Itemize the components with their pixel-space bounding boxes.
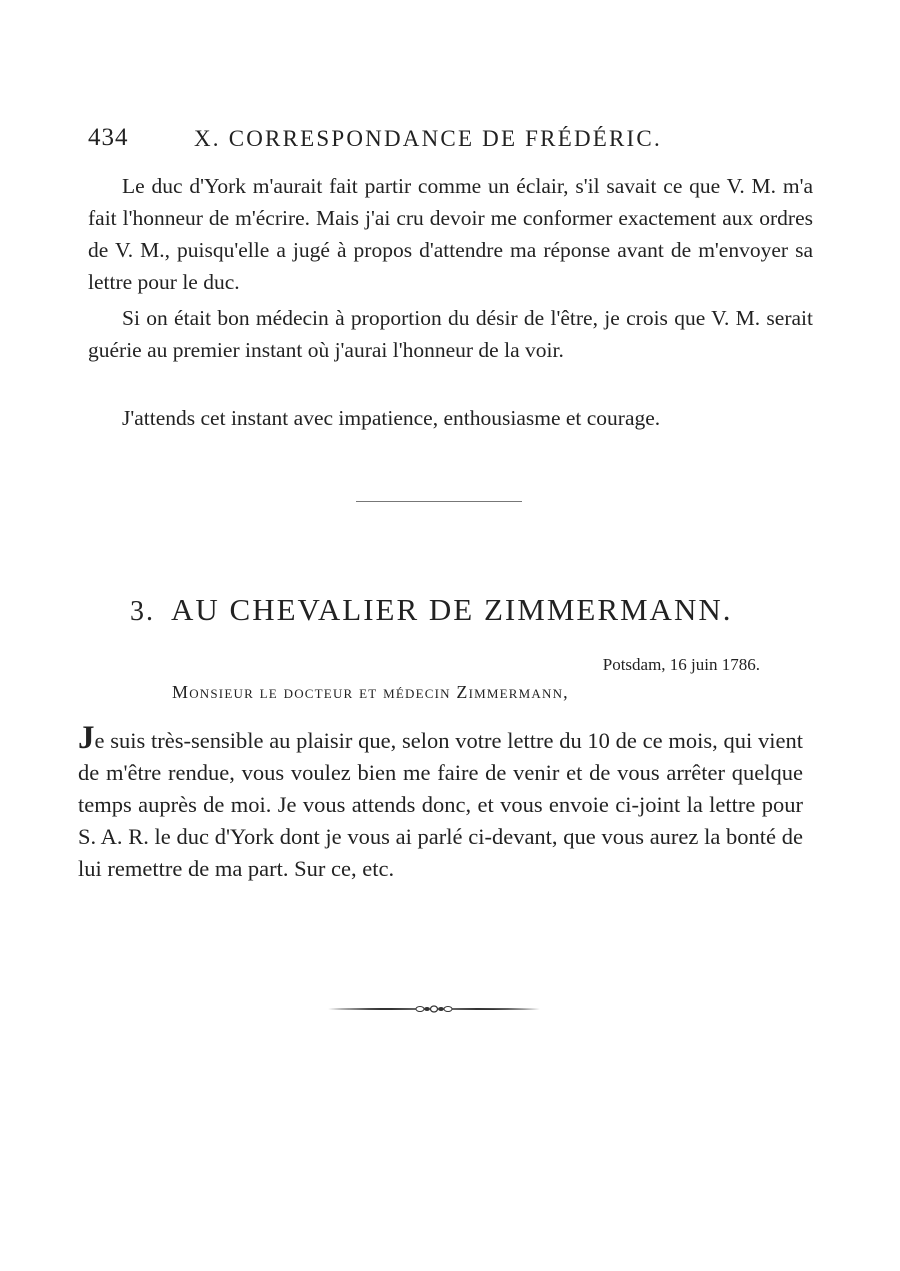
running-title: X. CORRESPONDANCE DE FRÉDÉRIC. bbox=[194, 126, 662, 151]
page-header bbox=[88, 124, 818, 158]
ornament-divider-icon bbox=[328, 999, 540, 1019]
letter-dateline: Potsdam, 16 juin 1786. bbox=[602, 655, 760, 674]
letter-salutation: Monsieur le docteur et médecin Zimmermann, bbox=[172, 682, 569, 702]
section-divider bbox=[356, 501, 522, 502]
section-number: 3. bbox=[130, 596, 155, 627]
paragraph-3: J'attends cet instant avec impatience, enthousiasme et courage. bbox=[122, 406, 661, 430]
page-number: 434 bbox=[88, 124, 129, 151]
section-title: AU CHEVALIER DE ZIMMERMANN. bbox=[171, 592, 733, 627]
letter-text: e suis très-sensible au plaisir que, selon votre lettre du 10 de ce mois, qui vient de m'être rendue, vous voulez bien me faire de venir et de vous arrêter quelque temps auprès de moi. Je vous attends donc, et vous envoie ci-joint la lettre pour S. A. R. le duc d'York dont je vous ai parlé ci-devant, que vous aurez la bonté de lui remettre de ma part. Sur ce, etc. bbox=[78, 728, 803, 881]
dropcap-letter: J bbox=[78, 720, 95, 756]
section-heading bbox=[130, 592, 732, 628]
paragraph-2: Si on était bon médecin à proportion du désir de l'être, je crois que V. M. serait guérie au premier instant où j'aurai l'honneur de la voir. bbox=[88, 306, 813, 362]
letter-body bbox=[78, 722, 803, 885]
paragraph-1: Le duc d'York m'aurait fait partir comme un éclair, s'il savait ce que V. M. m'a fait l'honneur de m'écrire. Mais j'ai cru devoir me conformer exactement aux ordres de V. M., puisqu'elle a jugé à propos d'attendre ma réponse avant de m'envoyer sa lettre pour le duc. bbox=[88, 174, 813, 294]
